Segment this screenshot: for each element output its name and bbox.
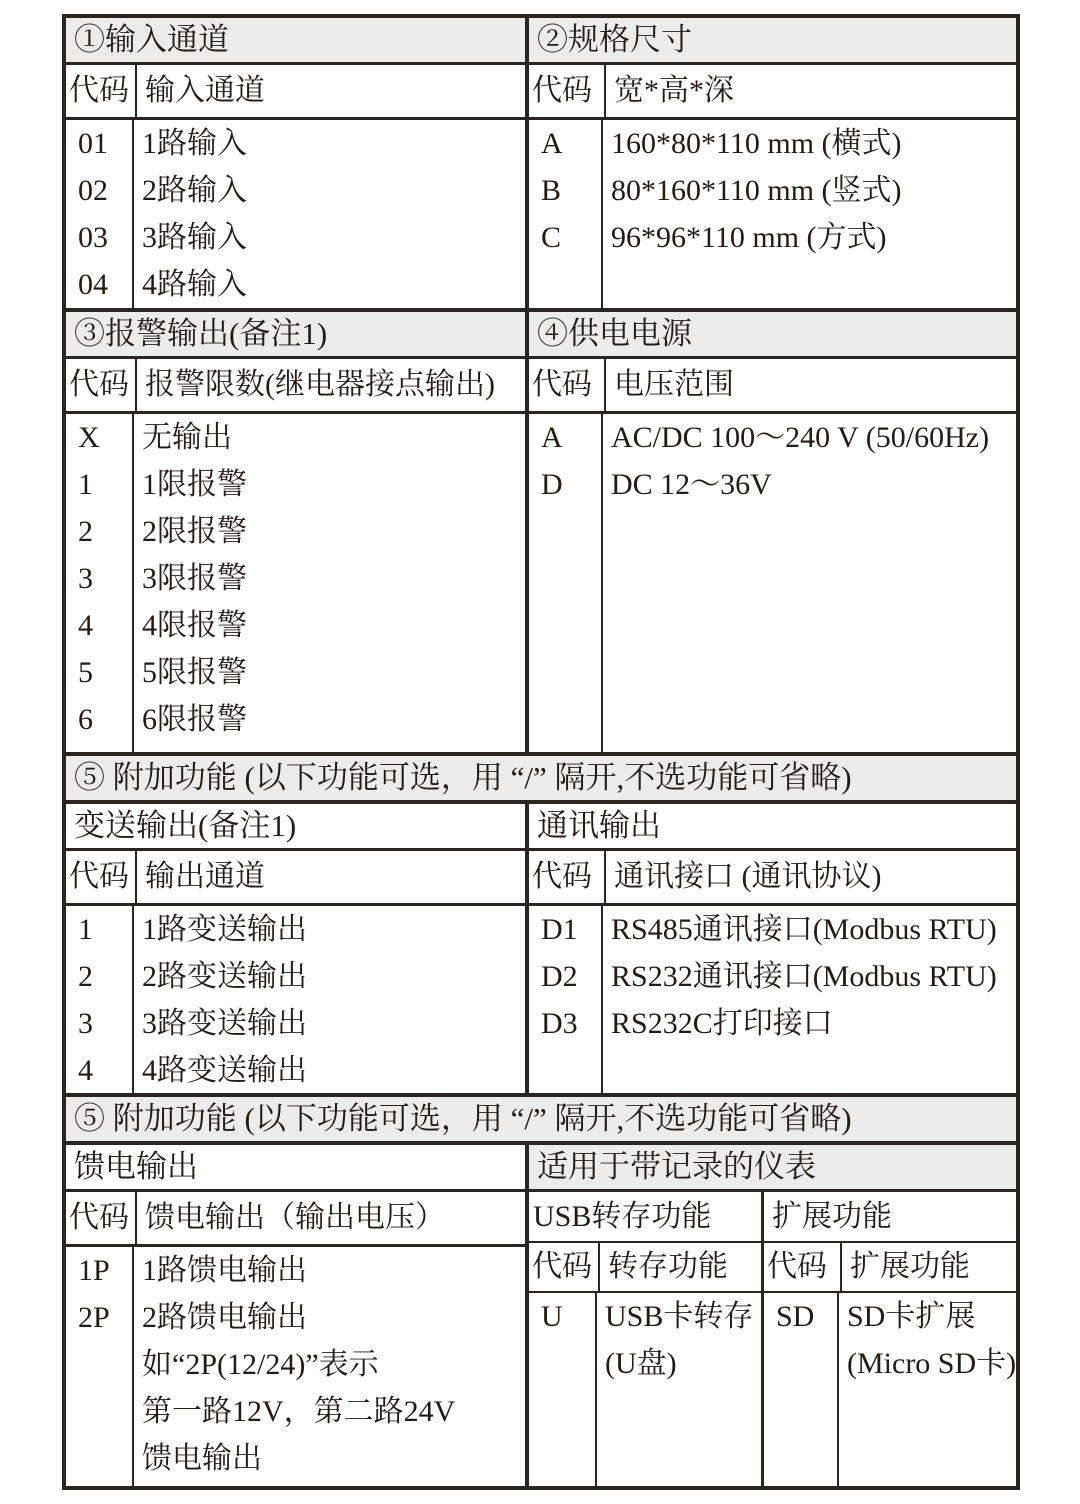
code-cell — [66, 1435, 132, 1482]
desc-cell: DC 12～36V — [611, 468, 772, 501]
code-column — [529, 1293, 595, 1486]
table-body — [66, 906, 525, 1093]
desc-column — [134, 414, 525, 752]
code-cell: X — [78, 421, 100, 454]
code-column — [529, 120, 601, 308]
code-cell: SD — [776, 1300, 815, 1333]
code-cell: D — [541, 468, 563, 501]
code-column — [66, 1247, 132, 1486]
code-cell: C — [541, 221, 562, 254]
desc-column — [603, 906, 1016, 1093]
desc-cell: 1路馈电输出 — [142, 1254, 307, 1287]
desc-cell: 2路馈电输出 — [142, 1301, 307, 1334]
desc-column — [839, 1293, 1016, 1486]
code-cell — [529, 1340, 595, 1387]
code-column — [66, 906, 132, 1093]
code-column-header: 代码 — [532, 74, 592, 107]
column-header-row — [66, 1192, 525, 1244]
subsection-title-feed: 馈电输出 — [66, 1145, 525, 1189]
column-header-row — [66, 65, 525, 117]
code-cell: 1 — [78, 468, 93, 501]
expand-group — [764, 1192, 1016, 1241]
desc-cell: SD卡扩展 — [847, 1300, 976, 1333]
code-column — [529, 906, 601, 1093]
group-title-row — [529, 1192, 1016, 1241]
code-column-header: 代码 — [69, 74, 129, 107]
code-cell: 5 — [78, 656, 93, 689]
column-header-row — [529, 851, 1016, 903]
code-column-header: 代码 — [69, 368, 129, 401]
desc-cell: 2限报警 — [142, 515, 247, 548]
code-column — [66, 120, 132, 308]
desc-column-header: 通讯接口 (通讯协议) — [614, 860, 882, 893]
desc-cell: 3路变送输出 — [142, 1007, 307, 1040]
code-column-header: 代码 — [767, 1250, 827, 1283]
desc-cell: 3限报警 — [142, 562, 247, 595]
code-column — [764, 1293, 837, 1486]
desc-column-header: 扩展功能 — [850, 1250, 970, 1283]
column-header-row — [529, 1243, 1016, 1291]
section-title-input: ①输入通道 — [66, 18, 525, 62]
code-column-header: 代码 — [532, 1250, 592, 1283]
column-header-row — [66, 851, 525, 903]
desc-cell: 第一路12V，第二路24V — [142, 1395, 456, 1428]
section-feed-output — [66, 1145, 525, 1486]
code-column-header: 代码 — [69, 860, 129, 893]
desc-cell: 96*96*110 mm (方式) — [611, 221, 887, 254]
desc-cell: 5限报警 — [142, 656, 247, 689]
section-title-size: ②规格尺寸 — [529, 18, 1016, 62]
desc-cell: 6限报警 — [142, 703, 247, 736]
code-cell: A — [541, 421, 563, 454]
code-cell — [66, 1341, 132, 1388]
code-cell: D3 — [541, 1007, 578, 1040]
table-body — [529, 414, 1016, 752]
subsection-title-comm: 通讯输出 — [529, 804, 1016, 848]
desc-cell: 2路输入 — [142, 174, 247, 207]
desc-cell: 1路输入 — [142, 127, 247, 160]
desc-cell: 4路输入 — [142, 268, 247, 301]
code-column-header: 代码 — [532, 368, 592, 401]
desc-cell: 1路变送输出 — [142, 913, 307, 946]
table-body — [66, 120, 525, 308]
desc-cell: 160*80*110 mm (横式) — [611, 127, 902, 160]
band-feed-record — [66, 1145, 1016, 1486]
desc-column — [134, 120, 525, 308]
desc-cell: (Micro SD卡) — [847, 1347, 1016, 1380]
desc-cell: 无输出 — [142, 421, 232, 454]
code-cell: 3 — [78, 1007, 93, 1040]
desc-column-header: 宽*高*深 — [614, 74, 734, 107]
extra-functions-header-1: ⑤ 附加功能 (以下功能可选，用 “/” 隔开,不选功能可省略) — [66, 756, 1016, 800]
desc-cell: RS232C打印接口 — [611, 1007, 833, 1040]
subsection-title-transmit: 变送输出(备注1) — [66, 804, 525, 848]
section-recording-instruments — [529, 1145, 1016, 1486]
desc-cell: AC/DC 100～240 V (50/60Hz) — [611, 421, 990, 454]
code-cell: 01 — [78, 127, 108, 160]
desc-cell: 4限报警 — [142, 609, 247, 642]
code-cell: 03 — [78, 221, 108, 254]
code-cell: 04 — [78, 268, 108, 301]
desc-cell: 2路变送输出 — [142, 960, 307, 993]
section-title-power: ④供电电源 — [529, 312, 1016, 356]
code-cell: 4 — [78, 1054, 93, 1087]
code-cell: 2 — [78, 515, 93, 548]
code-cell: 6 — [78, 703, 93, 736]
column-header-row — [529, 359, 1016, 411]
section-alarm-output — [66, 312, 525, 752]
desc-column-header: 馈电输出（输出电压） — [145, 1201, 445, 1234]
section-title-alarm: ③报警输出(备注1) — [66, 312, 525, 356]
table-body — [66, 414, 525, 752]
ordering-code-table — [62, 14, 1020, 1490]
usb-group-title: USB转存功能 — [533, 1200, 712, 1233]
desc-column — [597, 1293, 761, 1486]
code-cell: 1 — [78, 913, 93, 946]
usb-group — [529, 1192, 761, 1241]
column-header-row — [66, 359, 525, 411]
code-cell: 2 — [78, 960, 93, 993]
band-transmit-comm — [66, 804, 1016, 1093]
desc-column-header: 转存功能 — [608, 1250, 728, 1283]
column-header-row — [529, 65, 1016, 117]
expand-group-headers — [764, 1243, 1016, 1291]
code-cell: A — [541, 127, 563, 160]
band-alarm-power — [66, 312, 1016, 752]
code-column-header: 代码 — [69, 1201, 129, 1234]
code-cell: 2P — [78, 1301, 110, 1334]
desc-cell: USB卡转存 — [605, 1300, 754, 1333]
desc-cell: 4路变送输出 — [142, 1054, 307, 1087]
code-cell: 1P — [78, 1254, 110, 1287]
band-input-size — [66, 18, 1016, 308]
code-cell: 3 — [78, 562, 93, 595]
table-body — [529, 120, 1016, 308]
subsection-title-record: 适用于带记录的仪表 — [529, 1145, 1016, 1189]
code-cell — [66, 1388, 132, 1435]
code-column — [529, 414, 601, 752]
section-power-supply — [529, 312, 1016, 752]
desc-column — [134, 906, 525, 1093]
code-cell: 4 — [78, 609, 93, 642]
code-cell: B — [541, 174, 562, 207]
section-communication-output — [529, 804, 1016, 1093]
usb-group-headers — [529, 1243, 761, 1291]
desc-column-header: 报警限数(继电器接点输出) — [145, 368, 495, 401]
table-body — [529, 1293, 1016, 1486]
desc-column — [134, 1247, 525, 1486]
code-column — [66, 414, 132, 752]
expand-group-body — [764, 1293, 1016, 1486]
extra-functions-header-2: ⑤ 附加功能 (以下功能可选，用 “/” 隔开,不选功能可省略) — [66, 1097, 1016, 1141]
section-transmit-output — [66, 804, 525, 1093]
desc-cell: 如“2P(12/24)”表示 — [142, 1348, 379, 1381]
code-column-header: 代码 — [532, 860, 592, 893]
desc-column — [603, 414, 1016, 752]
desc-column-header: 电压范围 — [614, 368, 734, 401]
code-cell: 02 — [78, 174, 108, 207]
desc-cell: 80*160*110 mm (竖式) — [611, 174, 902, 207]
code-cell — [764, 1340, 837, 1387]
section-dimensions — [529, 18, 1016, 308]
desc-column — [603, 120, 1016, 308]
desc-cell: RS485通讯接口(Modbus RTU) — [611, 913, 997, 946]
desc-cell: 3路输入 — [142, 221, 247, 254]
section-input-channels — [66, 18, 525, 308]
desc-cell: RS232通讯接口(Modbus RTU) — [611, 960, 997, 993]
table-body — [529, 906, 1016, 1093]
desc-cell: (U盘) — [605, 1347, 677, 1380]
code-cell: U — [541, 1300, 563, 1333]
desc-cell: 1限报警 — [142, 468, 247, 501]
desc-column-header: 输出通道 — [145, 860, 265, 893]
expand-group-title: 扩展功能 — [772, 1200, 892, 1233]
desc-column-header: 输入通道 — [145, 74, 265, 107]
desc-cell: 馈电输出 — [142, 1442, 262, 1475]
table-body — [66, 1247, 525, 1486]
usb-group-body — [529, 1293, 761, 1486]
code-cell: D1 — [541, 913, 578, 946]
code-cell: D2 — [541, 960, 578, 993]
